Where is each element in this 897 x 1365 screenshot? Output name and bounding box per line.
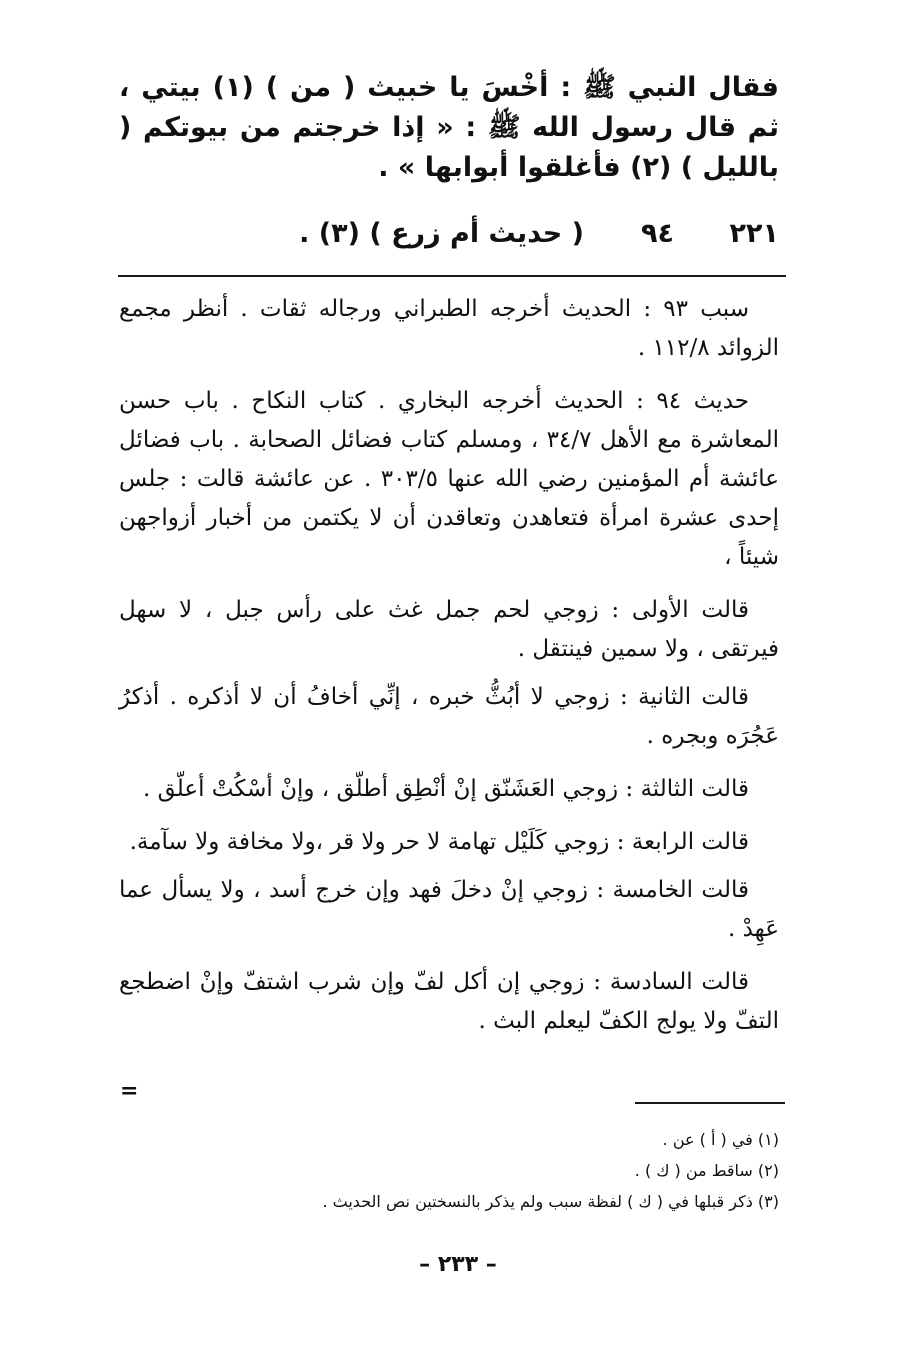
continuation-mark: = <box>120 1078 139 1104</box>
separator-rule <box>118 275 786 277</box>
page-number: – ٢٣٣ – <box>419 1252 497 1277</box>
commentary-paragraph-sixth: قالت السادسة : زوجي إن أكل لفّ وإن شرب اشتفّ وإنْ اضطجع التفّ ولا يولج الكفّ ليعلم البث . <box>119 969 779 1034</box>
commentary-paragraph-fourth: قالت الرابعة : زوجي كَلَيْل تهامة لا حر ولا قر ،ولا مخافة ولا سآمة. <box>129 829 749 855</box>
heading-serial-number: ٢٢١ <box>729 218 779 249</box>
heading-hadith-number: ٩٤ <box>641 218 674 249</box>
main-hadith-text <box>119 68 779 188</box>
footnotes <box>119 1124 779 1217</box>
hadith-heading <box>119 212 779 256</box>
main-text-body: فقال النبي ﷺ : أخْسَ يا خبيث ( من ) (١) بيتي ، ثم قال رسول الله ﷺ : « إذا خرجتم من بيوتكم ( بالليل ) (٢) فأغلقوا أبوابها » . <box>119 72 779 183</box>
commentary-paragraph-fifth: قالت الخامسة : زوجي إنْ دخلَ فهد وإن خرج أسد ، ولا يسأل عما عَهِدْ . <box>119 877 779 942</box>
commentary-section <box>119 290 779 1055</box>
commentary-paragraph-third: قالت الثالثة : زوجي العَشَنّق إنْ أنْطِق أطلّق ، وإنْ أسْكُتْ أعلّق . <box>142 776 749 802</box>
footnote-1: (١) في ( أ ) عن . <box>662 1130 779 1149</box>
footnote-separator <box>635 1102 785 1104</box>
footnote-2: (٢) ساقط من ( ك ) . <box>634 1161 779 1180</box>
commentary-paragraph-sabab: سبب ٩٣ : الحديث أخرجه الطبراني ورجاله ثقات . أنظر مجمع الزوائد ١١٢/٨ . <box>119 296 779 361</box>
commentary-paragraph-second: قالت الثانية : زوجي لا أبُثُّ خبره ، إنِّي أخافُ أن لا أذكره . أذكرُ عَجُرَه وبجره . <box>119 684 779 749</box>
commentary-paragraph-hadith: حديث ٩٤ : الحديث أخرجه البخاري . كتاب النكاح . باب حسن المعاشرة مع الأهل ٣٤/٧ ، ومسلم كتاب فضائل الصحابة . باب فضائل عائشة أم المؤمنين رضي الله عنها ٣٠٣/٥ . عن عائشة قالت : جلس إحدى عشرة امرأة فتعاهدن وتعاقدن أن لا يكتمن من أخبار أزواجهن شيئاً ، <box>119 388 780 570</box>
heading-title: ( حديث أم زرع ) (٣) . <box>299 218 584 249</box>
footnote-3: (٣) ذكر قبلها في ( ك ) لفظة سبب ولم يذكر بالنسختين نص الحديث . <box>322 1192 779 1211</box>
commentary-paragraph-first: قالت الأولى : زوجي لحم جمل غث على رأس جبل ، لا سهل فيرتقى ، ولا سمين فينتقل . <box>119 597 779 662</box>
